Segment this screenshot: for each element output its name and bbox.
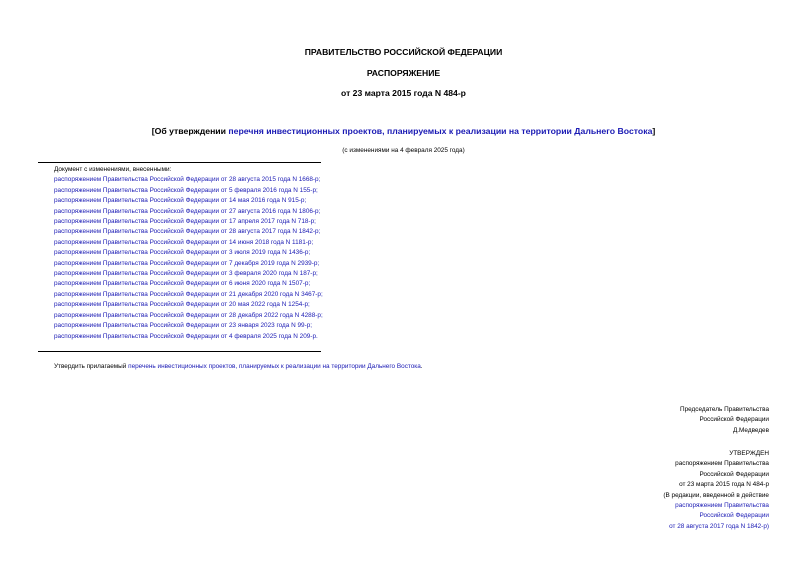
- document-date-number: от 23 марта 2015 года N 484-р: [341, 88, 466, 98]
- change-link[interactable]: распоряжением Правительства Российской Федерации от 4 февраля 2025 года N 209-р.: [54, 332, 318, 340]
- approved-line: (В редакции, введенной в действие: [663, 491, 769, 499]
- main-prefix: Утвердить прилагаемый: [54, 363, 129, 370]
- divider-top: [38, 162, 321, 163]
- change-link[interactable]: распоряжением Правительства Российской Федерации от 28 августа 2017 года N 1842-р;: [54, 228, 321, 236]
- change-link[interactable]: распоряжением Правительства Российской Федерации от 27 августа 2016 года N 1806-р;: [54, 207, 321, 215]
- changes-block: [54, 165, 323, 342]
- approved-line: Российской Федерации: [699, 470, 769, 478]
- change-link[interactable]: распоряжением Правительства Российской Федерации от 3 февраля 2020 года N 187-р;: [54, 270, 318, 278]
- change-link[interactable]: распоряжением Правительства Российской Федерации от 5 февраля 2016 года N 155-р;: [54, 186, 318, 194]
- title-link[interactable]: перечня инвестиционных проектов, планируемых к реализации на территории Дальнего Востока: [228, 126, 653, 136]
- title-close: ]: [652, 126, 656, 136]
- signature-line: Председатель Правительства: [680, 406, 769, 413]
- change-link[interactable]: распоряжением Правительства Российской Федерации от 23 января 2023 года N 99-р;: [54, 322, 313, 330]
- change-link[interactable]: распоряжением Правительства Российской Федерации от 17 апреля 2017 года N 718-р;: [54, 218, 316, 226]
- signature-line: Российской Федерации: [699, 416, 769, 424]
- change-link[interactable]: распоряжением Правительства Российской Федерации от 21 декабря 2020 года N 3467-р;: [54, 290, 323, 298]
- change-link[interactable]: распоряжением Правительства Российской Федерации от 14 мая 2016 года N 915-р;: [54, 197, 307, 205]
- change-link[interactable]: распоряжением Правительства Российской Федерации от 28 декабря 2022 года N 4288-р;: [54, 311, 323, 319]
- document-org: ПРАВИТЕЛЬСТВО РОССИЙСКОЙ ФЕДЕРАЦИИ: [304, 47, 503, 57]
- change-link[interactable]: распоряжением Правительства Российской Федерации от 20 мая 2022 года N 1254-р;: [54, 301, 310, 309]
- title-open: [Об утверждении: [151, 126, 229, 136]
- main-link[interactable]: перечень инвестиционных проектов, планируемых к реализации на территории Дальнего Востока: [128, 363, 421, 370]
- change-link[interactable]: распоряжением Правительства Российской Федерации от 14 июня 2018 года N 1181-р;: [54, 238, 314, 246]
- change-link[interactable]: распоряжением Правительства Российской Федерации от 7 декабря 2019 года N 2939-р;: [54, 259, 320, 267]
- document-type: РАСПОРЯЖЕНИЕ: [366, 68, 441, 78]
- divider-bottom: [38, 351, 321, 352]
- signature-name: Д.Медведев: [732, 426, 769, 434]
- change-link[interactable]: распоряжением Правительства Российской Федерации от 28 августа 2015 года N 1668-р;: [54, 176, 321, 184]
- signature-block: [680, 405, 769, 436]
- approved-link[interactable]: от 28 августа 2017 года N 1842-р): [669, 522, 769, 530]
- approved-link[interactable]: Российской Федерации: [699, 512, 769, 520]
- changes-heading: Документ с изменениями, внесенными:: [54, 166, 172, 173]
- approved-line: УТВЕРЖДЕН: [729, 450, 769, 457]
- document-subtitle: (с изменениями на 4 февраля 2025 года): [342, 147, 465, 154]
- approved-block: [663, 449, 769, 532]
- approved-line: распоряжением Правительства: [675, 460, 769, 468]
- main-paragraph: [54, 363, 423, 370]
- change-link[interactable]: распоряжением Правительства Российской Федерации от 3 июля 2019 года N 1436-р;: [54, 249, 311, 257]
- change-link[interactable]: распоряжением Правительства Российской Федерации от 6 июня 2020 года N 1507-р;: [54, 280, 311, 288]
- document-title: [0, 126, 807, 136]
- approved-line: от 23 марта 2015 года N 484-р: [679, 481, 769, 489]
- approved-link[interactable]: распоряжением Правительства: [675, 502, 769, 510]
- main-suffix: .: [420, 363, 423, 370]
